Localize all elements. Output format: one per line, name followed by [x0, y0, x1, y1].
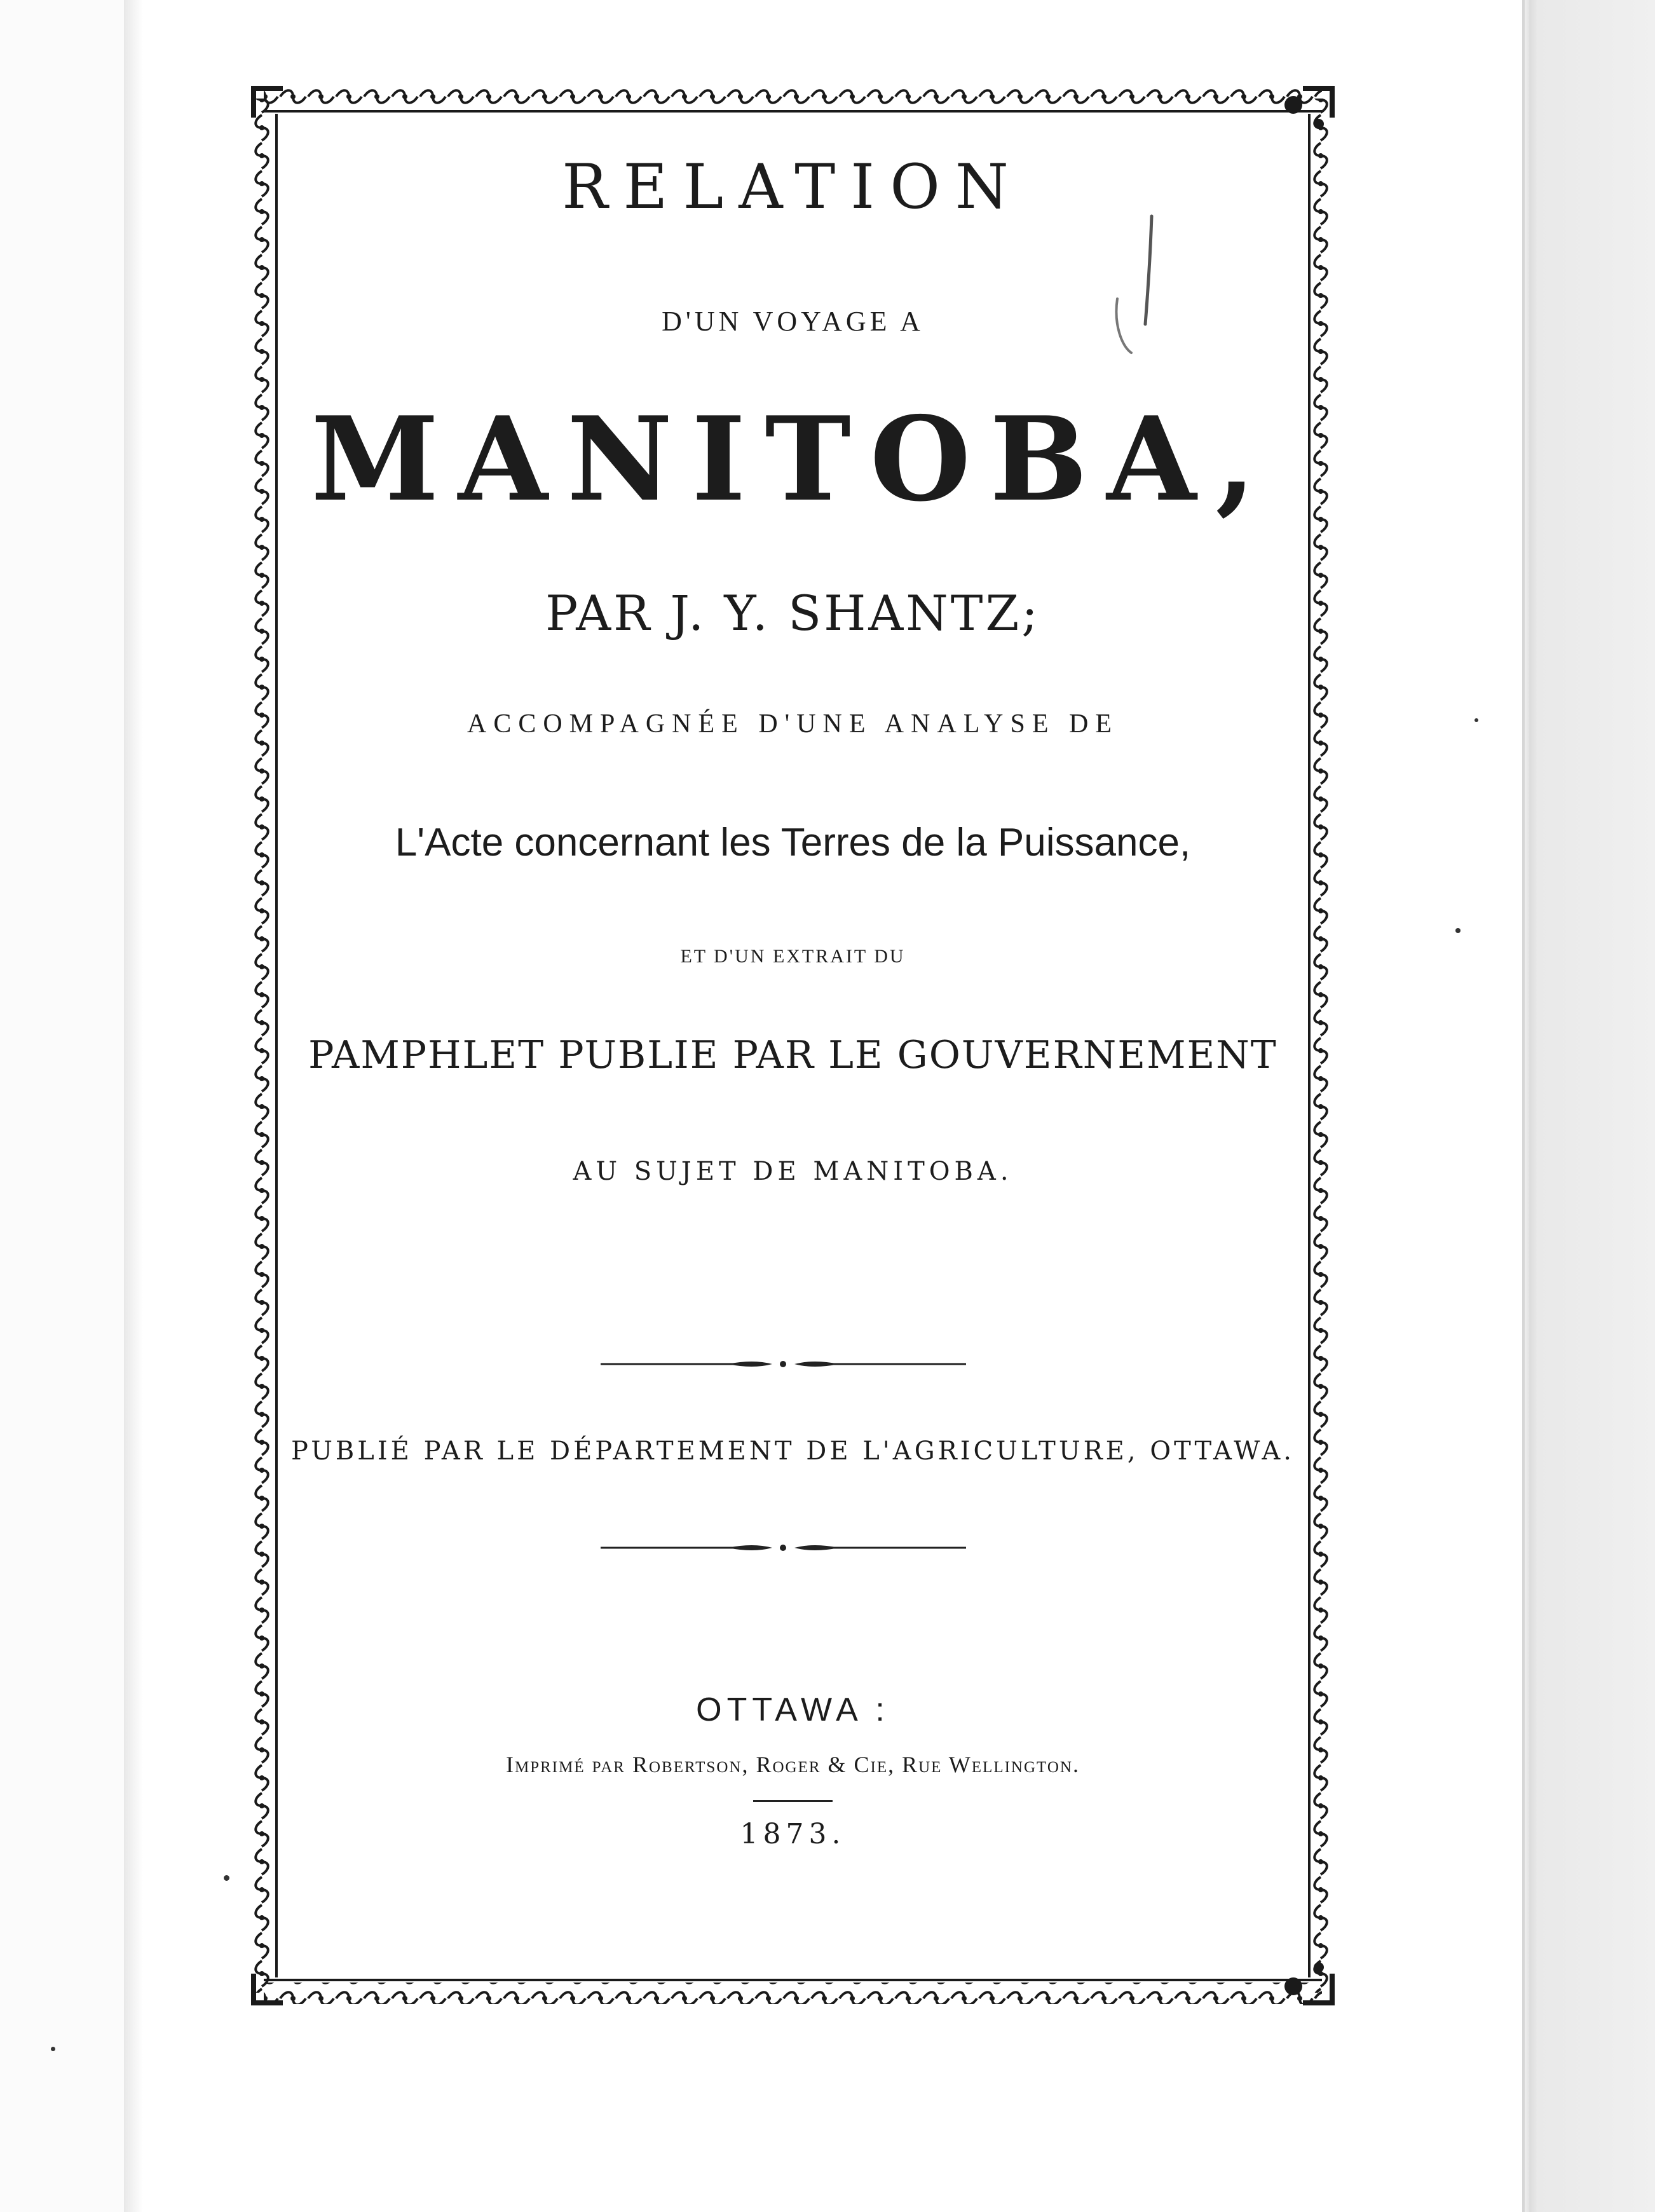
gutter-shadow: [124, 0, 143, 2212]
author-line: PAR J. Y. SHANTZ;: [545, 585, 1040, 641]
ink-speck: [224, 1875, 229, 1881]
title-manitoba: MANITOBA,: [311, 391, 1275, 527]
decorative-rule-bottom: [601, 1541, 966, 1554]
decorative-rule-top: [601, 1358, 966, 1370]
subtitle-voyage: D'UN VOYAGE A: [662, 306, 924, 337]
accompanied-line: ACCOMPAGNÉE D'UNE ANALYSE DE: [467, 709, 1119, 739]
ink-speck: [51, 2047, 55, 2051]
subject-line: AU SUJET DE MANITOBA.: [573, 1157, 1013, 1186]
right-page-edges: [1522, 0, 1655, 2212]
pamphlet-line: PAMPHLET PUBLIE PAR LE GOUVERNEMENT: [308, 1033, 1277, 1077]
ink-speck: [1455, 928, 1461, 933]
publisher-line: PUBLIÉ PAR LE DÉPARTEMENT DE L'AGRICULTURE, OTTAWA.: [290, 1437, 1295, 1466]
act-title: L'Acte concernant les Terres de la Puissance,: [395, 821, 1191, 864]
imprint-year: 1873.: [740, 1818, 846, 1850]
extract-line: ET D'UN EXTRAIT DU: [680, 946, 906, 967]
pencil-mark: [1106, 203, 1176, 356]
imprint-city: OTTAWA :: [696, 1691, 890, 1728]
left-page-edge: [0, 0, 126, 2212]
ink-speck: [1475, 718, 1478, 722]
imprint-printer: Imprimé par Robertson, Roger & Cie, Rue Wellington.: [506, 1752, 1080, 1777]
imprint-rule: [753, 1800, 833, 1802]
title-relation: RELATION: [562, 151, 1024, 222]
